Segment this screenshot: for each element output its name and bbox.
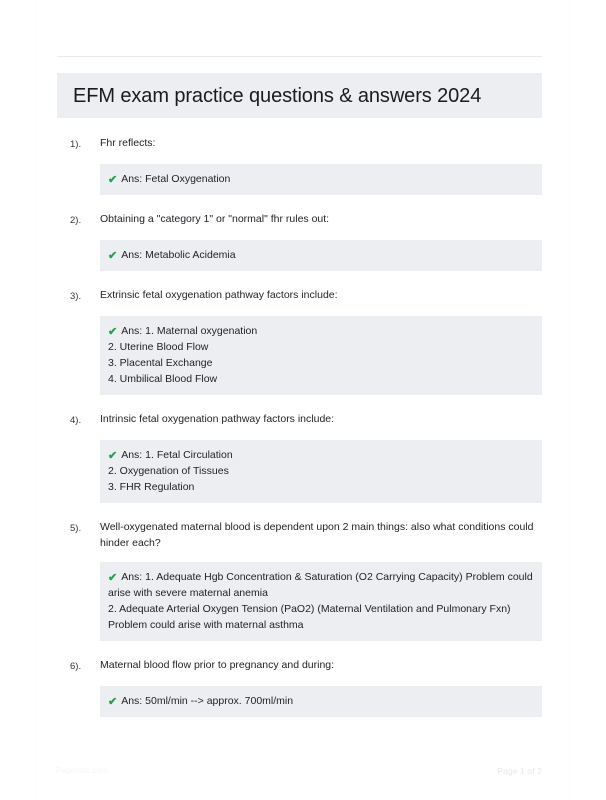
answer-text: Ans: 1. Adequate Hgb Concentration & Saturation (O2 Carrying Capacity) Problem could arise with severe maternal anemia xyxy=(108,571,533,599)
question-row xyxy=(0,288,606,305)
qa-block xyxy=(0,288,606,395)
answer-box xyxy=(100,164,542,195)
page-footer xyxy=(0,766,606,782)
question-number: 5). xyxy=(70,523,82,534)
answer-text: Ans: Fetal Oxygenation xyxy=(121,173,231,185)
question-row xyxy=(0,212,606,229)
answer-line: 2. Uterine Blood Flow xyxy=(108,341,209,353)
question-number: 2). xyxy=(70,215,82,226)
question-number: 6). xyxy=(70,661,82,672)
answer-text: Ans: 50ml/min --> approx. 700ml/min xyxy=(121,695,294,707)
question-number: 4). xyxy=(70,415,82,426)
question-row xyxy=(0,658,606,675)
answer-line: 2. Oxygenation of Tissues xyxy=(108,465,229,477)
answer-line xyxy=(108,247,534,263)
qa-block xyxy=(0,412,606,503)
qa-block xyxy=(0,658,606,717)
answer-line xyxy=(108,323,534,339)
question-row xyxy=(0,520,606,551)
answer-box xyxy=(100,562,542,641)
check-icon: ✔ xyxy=(108,250,118,262)
question-text: Fhr reflects: xyxy=(100,137,156,149)
answer-box xyxy=(100,240,542,271)
answer-line: 2. Adequate Arterial Oxygen Tension (PaO2) (Maternal Ventilation and Pulmonary Fxn) Problem could arise with maternal asthma xyxy=(108,603,511,631)
question-number: 1). xyxy=(70,139,82,150)
answer-line xyxy=(108,171,534,187)
page-title: EFM exam practice questions & answers 2024 xyxy=(73,84,482,107)
answer-line xyxy=(108,569,534,601)
footer-watermark: Paperstic.com xyxy=(56,766,108,775)
question-text: Well-oxygenated maternal blood is dependent upon 2 main things: also what conditions could hinder each? xyxy=(100,521,534,549)
document-title-bar xyxy=(57,73,542,118)
answer-line xyxy=(108,693,534,709)
check-icon: ✔ xyxy=(108,174,118,186)
answer-line: 3. Placental Exchange xyxy=(108,357,213,369)
check-icon: ✔ xyxy=(108,326,118,338)
qa-block xyxy=(0,520,606,641)
answer-box xyxy=(100,686,542,717)
answer-text: Ans: Metabolic Acidemia xyxy=(121,249,236,261)
answer-text: Ans: 1. Fetal Circulation xyxy=(121,449,233,461)
answer-line: 4. Umbilical Blood Flow xyxy=(108,373,218,385)
question-row xyxy=(0,412,606,429)
question-text: Extrinsic fetal oxygenation pathway factors include: xyxy=(100,289,338,301)
question-row xyxy=(0,136,606,153)
answer-text: Ans: 1. Maternal oxygenation xyxy=(121,325,258,337)
question-number: 3). xyxy=(70,291,82,302)
header-divider xyxy=(57,56,542,57)
footer-page-number: Page 1 of 2 xyxy=(497,766,542,776)
qa-block xyxy=(0,212,606,271)
question-text: Obtaining a "category 1" or "normal" fhr rules out: xyxy=(100,213,330,225)
question-text: Intrinsic fetal oxygenation pathway factors include: xyxy=(100,413,335,425)
questions-list xyxy=(0,136,606,734)
answer-line: 3. FHR Regulation xyxy=(108,481,195,493)
check-icon: ✔ xyxy=(108,696,118,708)
qa-block xyxy=(0,136,606,195)
question-text: Maternal blood flow prior to pregnancy and during: xyxy=(100,659,335,671)
answer-box xyxy=(100,316,542,395)
check-icon: ✔ xyxy=(108,572,118,584)
answer-box xyxy=(100,440,542,503)
answer-line xyxy=(108,447,534,463)
check-icon: ✔ xyxy=(108,450,118,462)
